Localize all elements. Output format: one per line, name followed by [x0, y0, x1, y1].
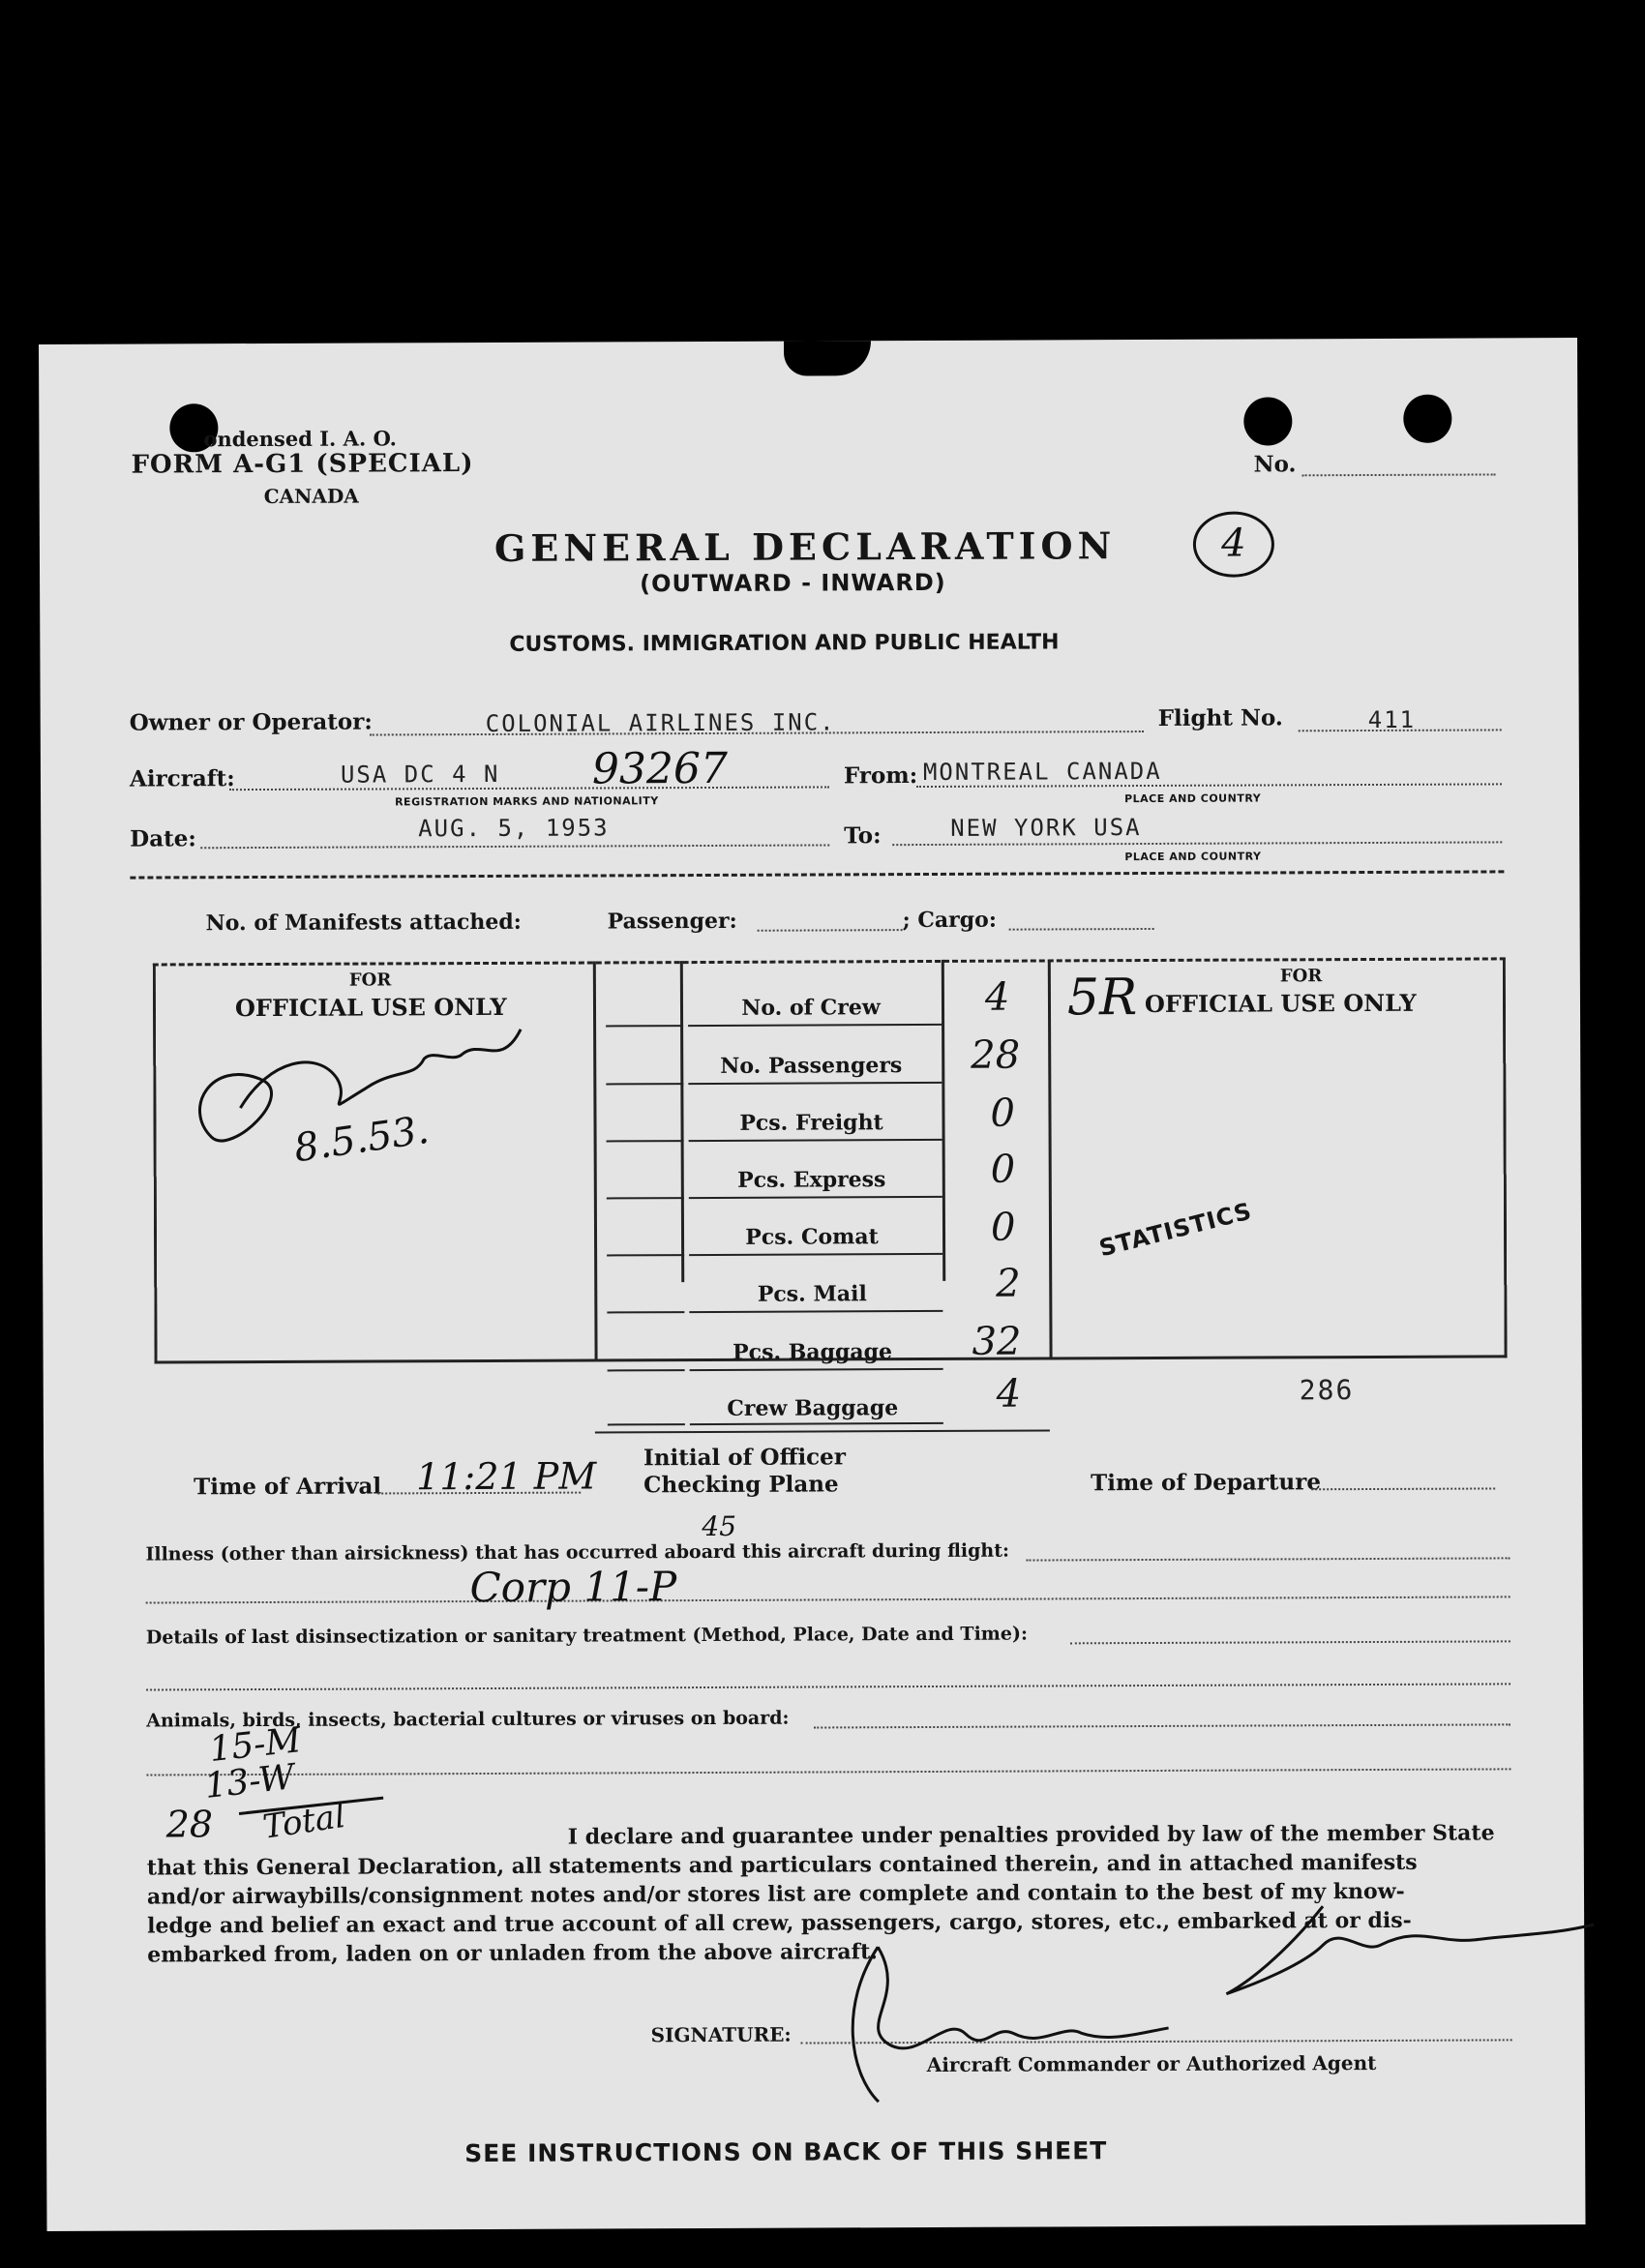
footer-instructions: SEE INSTRUCTIONS ON BACK OF THIS SHEET [464, 2136, 1108, 2168]
aircraft-label: Aircraft: [129, 765, 235, 792]
page-title: GENERAL DECLARATION [494, 523, 1117, 570]
number-label: No. [1253, 451, 1297, 478]
commander-signatures [820, 1886, 1614, 2112]
declaration-line-4: ledge and belief an exact and true account of all crew, passengers, cargo, stores, etc., embarked at or dis- [147, 1907, 1412, 1939]
row-label-baggage: Pcs. Baggage [733, 1339, 893, 1365]
number-field [1302, 473, 1496, 476]
reference-number: 286 [1299, 1374, 1355, 1407]
declaration-line-5: embarked from, laden on or unladen from the above aircraft. [147, 1939, 878, 1968]
manifests-cargo-field [1009, 928, 1154, 931]
tally-men: 15-M [207, 1719, 304, 1771]
initial-section-top-line [595, 1429, 1050, 1433]
crew-note-handwritten: 5R [1066, 969, 1138, 1028]
illness-line-2 [146, 1596, 1510, 1603]
declaration-line-3: and/or airwaybills/consignment notes and/or stores list are complete and contain to the best of my know- [146, 1878, 1405, 1910]
disinsect-label: Details of last disinsectization or sanitary treatment (Method, Place, Date and Time): [145, 1623, 1029, 1649]
manifests-passenger-label: Passenger: [607, 908, 737, 935]
illness-field [1026, 1557, 1510, 1561]
row-label-passengers: No. Passengers [720, 1053, 903, 1079]
animals-line-2 [146, 1768, 1510, 1776]
row-value-crew: 4 [984, 974, 1010, 1020]
initial-label-1: Initial of Officer [643, 1444, 846, 1472]
initial-line [607, 1197, 684, 1199]
row-value-freight: 0 [990, 1090, 1016, 1136]
to-label: To: [844, 822, 882, 850]
initial-line [607, 1254, 684, 1256]
row-label-freight: Pcs. Freight [739, 1110, 883, 1136]
owner-value: COLONIAL AIRLINES INC. [485, 708, 836, 737]
right-for-label: FOR [1279, 966, 1323, 987]
manifests-passenger-field [758, 929, 903, 932]
animals-label: Animals, birds, insects, bacterial cultures or viruses on board: [146, 1707, 790, 1732]
initial-line [606, 1025, 683, 1027]
form-id: FORM A-G1 (SPECIAL) [131, 449, 474, 480]
initial-line [607, 1140, 684, 1142]
initial-label-2: Checking Plane [643, 1471, 839, 1499]
aircraft-value: USA DC 4 N [340, 760, 500, 789]
aircraft-caption: REGISTRATION MARKS AND NATIONALITY [395, 794, 659, 809]
declaration-line-1: I declare and guarantee under penalties provided by law of the member State [567, 1820, 1495, 1850]
form-country: CANADA [263, 484, 359, 508]
declaration-line-2: that this General Declaration, all statements and particulars contained therein, and in attached manifests [146, 1849, 1418, 1881]
flight-value: 411 [1367, 705, 1417, 734]
arrival-label: Time of Arrival [194, 1473, 382, 1501]
from-caption: PLACE AND COUNTRY [1124, 791, 1262, 806]
left-official-title: OFFICIAL USE ONLY [234, 992, 507, 1023]
row-value-express: 0 [990, 1147, 1016, 1192]
row-value-comat: 0 [990, 1205, 1016, 1250]
departure-field [1311, 1487, 1495, 1490]
signature-caption: Aircraft Commander or Authorized Agent [926, 2050, 1377, 2077]
illness-note-small: 45 [702, 1509, 737, 1543]
agencies-line: CUSTOMS. IMMIGRATION AND PUBLIC HEALTH [509, 630, 1060, 657]
initial-line [608, 1423, 685, 1425]
disinsect-field [1070, 1640, 1510, 1644]
row-value-passengers: 28 [971, 1032, 1021, 1078]
header-divider [130, 870, 1504, 879]
departure-label: Time of Departure [1091, 1469, 1322, 1497]
copy-number: 4 [1221, 521, 1246, 566]
from-value: MONTREAL CANADA [922, 757, 1162, 787]
date-label: Date: [130, 825, 196, 852]
row-label-express: Pcs. Express [737, 1167, 886, 1193]
row-label-crew-baggage: Crew Baggage [727, 1395, 899, 1421]
punch-hole-right-1 [1243, 397, 1292, 445]
date-value: AUG. 5, 1953 [418, 814, 610, 843]
arrival-value-handwritten: 11:21 PM [416, 1454, 597, 1499]
illness-note-handwritten: Corp 11-P [469, 1563, 677, 1612]
animals-field [814, 1723, 1510, 1728]
tally-sum: 28 [165, 1803, 214, 1846]
page-subtitle: (OUTWARD - INWARD) [640, 568, 946, 598]
aircraft-registration-handwritten: 93267 [591, 743, 729, 794]
right-official-title: OFFICIAL USE ONLY [1144, 988, 1417, 1019]
row-label-comat: Pcs. Comat [745, 1224, 879, 1250]
torn-mark [784, 341, 871, 375]
initial-line [607, 1311, 684, 1313]
row-value-mail: 2 [996, 1261, 1021, 1306]
to-field [892, 841, 1502, 846]
illness-label: Illness (other than airsickness) that has occurred aboard this aircraft during flight: [145, 1539, 1010, 1566]
row-line [690, 1422, 943, 1425]
tally-total-label: Total [260, 1796, 348, 1847]
owner-label: Owner or Operator: [129, 708, 373, 736]
flight-label: Flight No. [1157, 704, 1283, 731]
condensed-label: ondensed I. A. O. [203, 426, 397, 452]
from-label: From: [843, 762, 918, 790]
row-line [690, 1368, 943, 1371]
copy-number-mark [1193, 511, 1274, 577]
statistics-stamp: STATISTICS [1096, 1197, 1255, 1263]
punch-hole-right-2 [1403, 395, 1451, 443]
initial-line [606, 1083, 683, 1085]
disinsect-line-2 [146, 1683, 1510, 1690]
declaration-sheet [39, 338, 1585, 2231]
to-caption: PLACE AND COUNTRY [1124, 850, 1262, 864]
tally-women: 13-W [202, 1757, 297, 1807]
row-label-crew: No. of Crew [741, 995, 881, 1021]
signature-label: SIGNATURE: [650, 2022, 792, 2047]
commander-signature-icon [820, 1886, 1614, 2112]
officer-date-handwritten: 8.5.53. [291, 1107, 433, 1172]
left-for-label: FOR [348, 970, 392, 991]
manifests-label: No. of Manifests attached: [205, 909, 522, 937]
row-value-baggage: 32 [972, 1319, 1022, 1364]
date-field [200, 844, 829, 849]
to-value: NEW YORK USA [950, 814, 1142, 842]
row-value-crew-baggage: 4 [996, 1371, 1022, 1417]
initial-line [608, 1369, 685, 1371]
aircraft-field [229, 786, 829, 791]
manifests-cargo-label: ; Cargo: [902, 907, 997, 934]
row-label-mail: Pcs. Mail [757, 1281, 867, 1307]
